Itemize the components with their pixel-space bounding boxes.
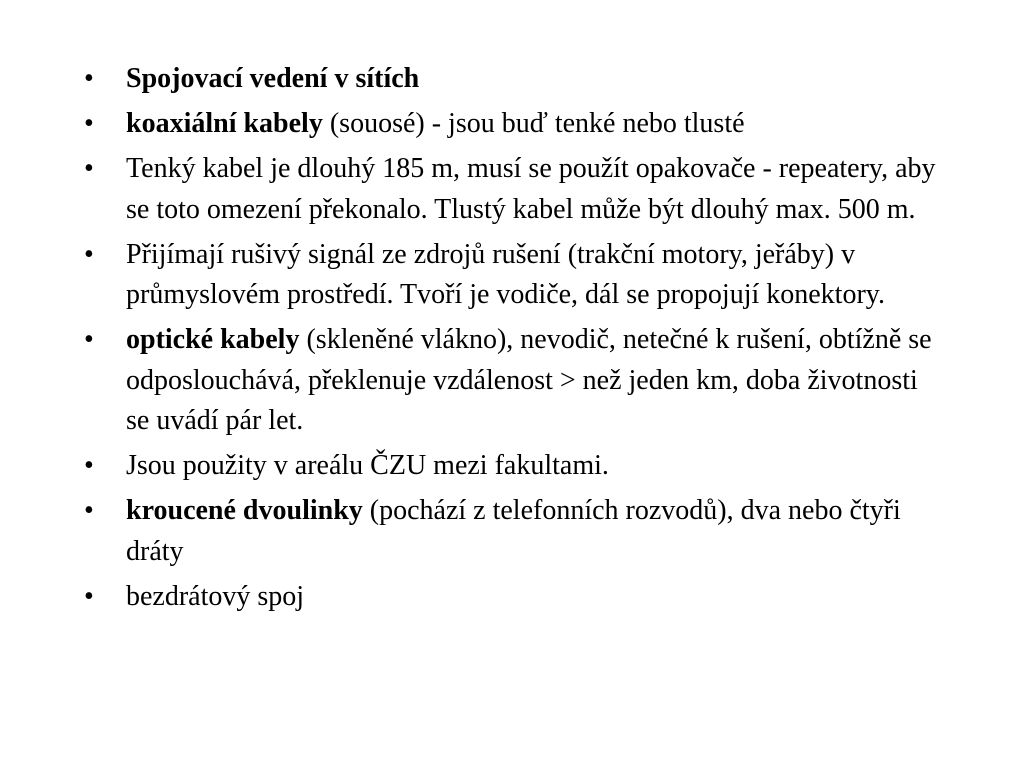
bullet-dot-icon: • <box>84 495 94 526</box>
bullet-item <box>84 59 944 100</box>
bullet-item <box>84 320 944 442</box>
bullet-item <box>84 149 944 230</box>
bullet-list <box>84 59 944 622</box>
bullet-text: bezdrátový spoj <box>126 580 305 612</box>
bullet-text: (skleněné vlákno), nevodič, netečné k rušení, obtížně se odposlouchává, překlenuje vzdálenost > než jeden km, doba životnosti se uvádí pár let. <box>126 324 932 436</box>
bullet-text: (souosé) - jsou buď tenké nebo tlusté <box>322 108 745 139</box>
bullet-bold-text: optické kabely <box>126 324 300 355</box>
bullet-dot-icon: • <box>84 108 94 139</box>
bullet-item <box>84 446 944 487</box>
bullet-dot-icon: • <box>84 450 94 481</box>
bullet-bold-text: Spojovací vedení v sítích <box>126 63 420 94</box>
bullet-dot-icon: • <box>84 580 94 612</box>
bullet-dot-icon: • <box>84 324 94 355</box>
bullet-dot-icon: • <box>84 63 94 94</box>
bullet-item <box>84 491 944 572</box>
bullet-item <box>84 577 944 618</box>
bullet-text: Přijímají rušivý signál ze zdrojů rušení (trakční motory, jeřáby) v průmyslovém prostředí. Tvoří je vodiče, dál se propojují konektory. <box>126 238 885 310</box>
bullet-text: Tenký kabel je dlouhý 185 m, musí se použít opakovače - repeatery, aby se toto omezení překonalo. Tlustý kabel může být dlouhý max. 500 m. <box>126 153 936 225</box>
bullet-bold-text: koaxiální kabely <box>126 108 323 139</box>
bullet-text: (pochází z telefonních rozvodů), dva nebo čtyři dráty <box>126 495 901 567</box>
bullet-bold-text: kroucené dvoulinky <box>126 495 363 526</box>
bullet-item <box>84 235 944 316</box>
bullet-dot-icon: • <box>84 238 94 270</box>
bullet-text: Jsou použity v areálu ČZU mezi fakultami. <box>126 450 609 481</box>
bullet-item <box>84 104 944 145</box>
bullet-dot-icon: • <box>84 153 94 184</box>
